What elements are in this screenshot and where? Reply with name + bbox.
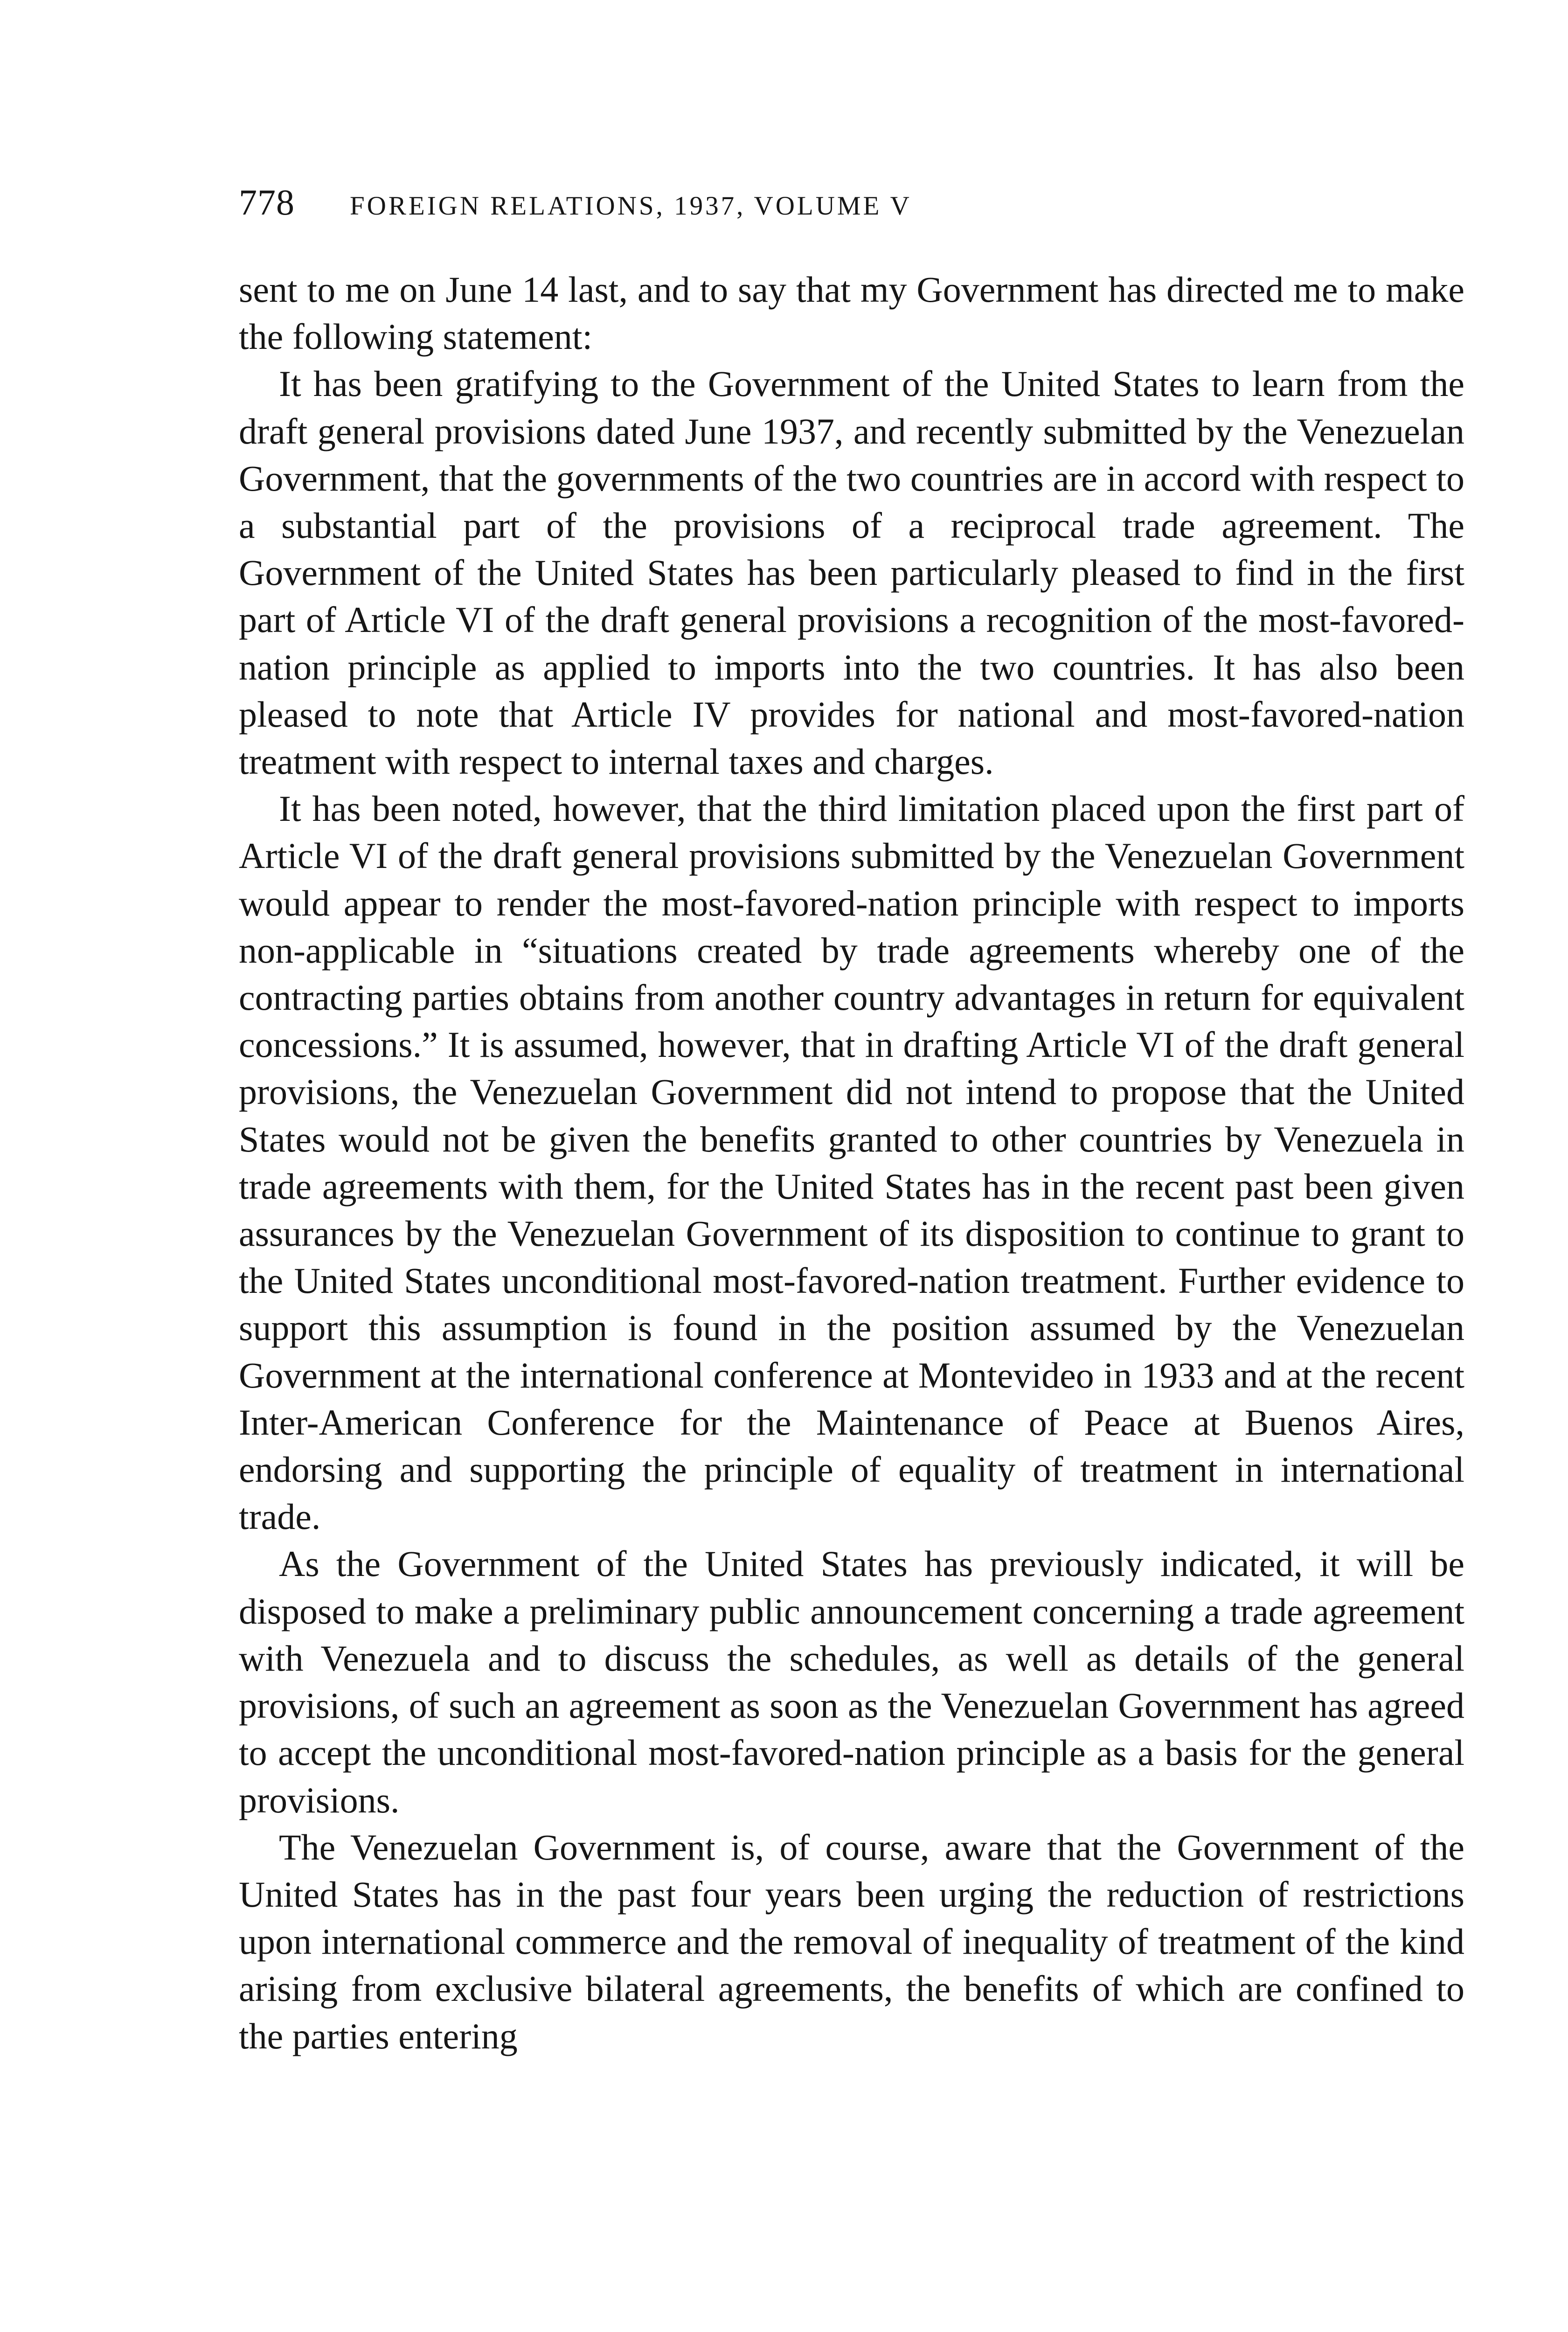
continuation-paragraph: sent to me on June 14 last, and to say that my Government has directed me to make the following statement: bbox=[239, 269, 1464, 357]
body-paragraph-1: It has been gratifying to the Government of the United States to learn from the draft general provisions dated June 1937, and recently submitted by the Venezuelan Government, that the governments of the two countries are in accord with respect to a substantial part of the provisions of a reciprocal trade agreement. The Government of the United States has been particularly pleased to find in the first part of Article VI of the draft general provisions a recognition of the most-favored-nation principle as applied to imports into the two countries. It has also been pleased to note that Article IV provides for national and most-favored-nation treatment with respect to internal taxes and charges. bbox=[239, 363, 1464, 782]
body-paragraph-2: It has been noted, however, that the third limitation placed upon the first part of Article VI of the draft general provisions submitted by the Venezuelan Government would appear to render the most-favored-nation principle with respect to imports non-applicable in “situations created by trade agreements whereby one of the contracting parties obtains from another country advantages in return for equivalent concessions.” It is assumed, however, that in drafting Article VI of the draft general provisions, the Venezuelan Government did not intend to propose that the United States would not be given the benefits granted to other countries by Venezuela in trade agreements with them, for the United States has in the recent past been given assurances by the Venezuelan Government of its disposition to continue to grant to the United States unconditional most-favored-nation treatment. Further evidence to support this assumption is found in the position assumed by the Venezuelan Government at the international conference at Montevideo in 1933 and at the recent Inter-American Conference for the Maintenance of Peace at Buenos Aires, endorsing and supporting the principle of equality of treatment in international trade. bbox=[239, 788, 1464, 1537]
running-header bbox=[239, 184, 1464, 231]
page-number: 778 bbox=[239, 182, 295, 222]
document-body bbox=[239, 266, 1464, 2060]
body-paragraph-4: The Venezuelan Government is, of course, aware that the Government of the United States has in the past four years been urging the reduction of restrictions upon international commerce and the removal of inequality of treatment of the kind arising from exclusive bilateral agreements, the benefits of which are confined to the parties entering bbox=[239, 1826, 1464, 2056]
body-paragraph-3: As the Government of the United States has previously indicated, it will be disposed to make a preliminary public announcement concerning a trade agreement with Venezuela and to discuss the schedules, as well as details of the general provisions, of such an agreement as soon as the Venezuelan Government has agreed to accept the unconditional most-favored-nation principle as a basis for the general provisions. bbox=[239, 1543, 1464, 1820]
publication-title: FOREIGN RELATIONS, 1937, VOLUME V bbox=[350, 191, 912, 221]
